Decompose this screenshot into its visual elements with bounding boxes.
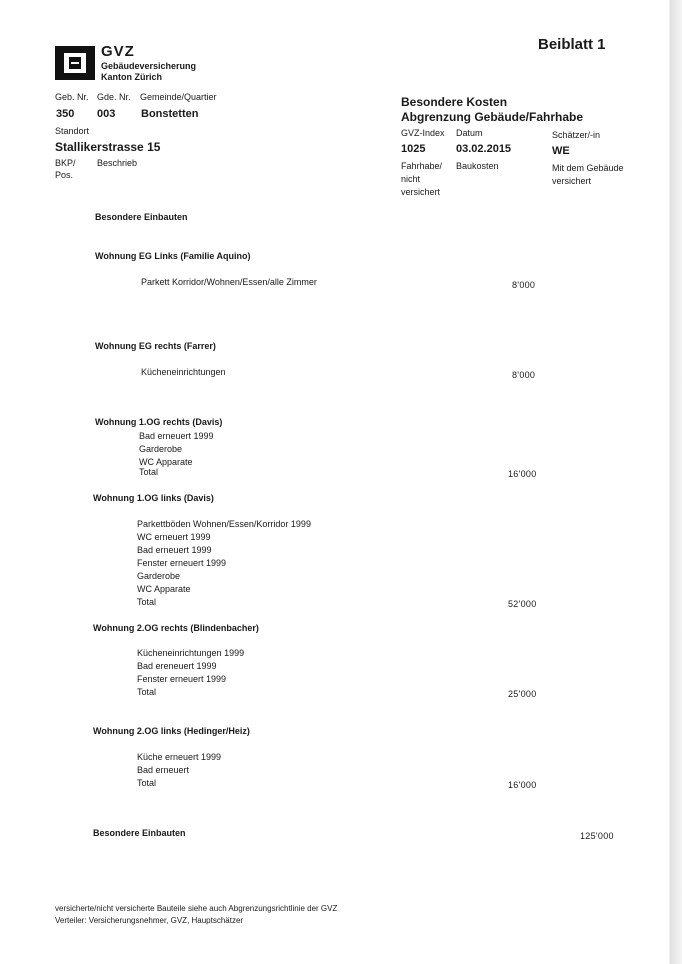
unit-item: Total <box>137 597 157 607</box>
scan-edge <box>666 0 682 964</box>
logo-line-1: Gebäudeversicherung <box>101 61 197 71</box>
sheet-label: Beiblatt 1 <box>538 36 606 53</box>
gde-nr-label: Gde. Nr. <box>97 92 131 102</box>
unit-amount: 8'000 <box>512 280 536 290</box>
col-versichert-2: versichert <box>552 176 592 186</box>
doc-title-1: Besondere Kosten <box>401 95 508 109</box>
estimator-label: Schätzer/-in <box>552 130 601 140</box>
gemeinde-label: Gemeinde/Quartier <box>140 92 217 102</box>
bkp-label-1: BKP/ <box>55 158 76 168</box>
gemeinde-value: Bonstetten <box>141 108 199 120</box>
unit-title: Wohnung EG rechts (Farrer) <box>95 341 216 351</box>
unit-item: WC erneuert 1999 <box>137 532 211 542</box>
col-fahrhabe-1: Fahrhabe/ <box>401 161 443 171</box>
section-title: Besondere Einbauten <box>95 212 188 222</box>
standort-label: Standort <box>55 126 90 136</box>
unit-item: Bad erneuert 1999 <box>139 431 214 441</box>
unit-item: Garderobe <box>139 444 183 454</box>
col-fahrhabe-3: versichert <box>401 187 441 197</box>
doc-title-2: Abgrenzung Gebäude/Fahrhabe <box>401 110 584 124</box>
unit-item: Kücheneinrichtungen <box>141 367 226 377</box>
unit-item: Bad ereneuert 1999 <box>137 661 217 671</box>
geb-nr-label: Geb. Nr. <box>55 92 89 102</box>
unit-amount: 8'000 <box>512 370 536 380</box>
col-baukosten: Baukosten <box>456 161 499 171</box>
unit-item: Kücheneinrichtungen 1999 <box>137 648 245 658</box>
unit-item: Parkett Korridor/Wohnen/Essen/alle Zimmer <box>141 277 317 287</box>
unit-amount: 16'000 <box>508 469 537 478</box>
col-versichert-1: Mit dem Gebäude <box>552 163 624 173</box>
unit-item: Fenster erneuert 1999 <box>137 674 227 684</box>
logo-line-2: Kanton Zürich <box>101 72 162 82</box>
unit-item: Küche erneuert 1999 <box>137 752 222 762</box>
unit-item: Bad erneuert <box>137 765 190 775</box>
unit-title: Wohnung EG Links (Familie Aquino) <box>95 251 251 261</box>
unit-item: WC Apparate <box>137 584 191 594</box>
summary-total: 125'000 <box>580 831 614 841</box>
summary-label: Besondere Einbauten <box>93 828 186 838</box>
unit-amount: 25'000 <box>508 689 537 699</box>
unit-item: Garderobe <box>137 571 181 581</box>
estimator-value: WE <box>552 145 570 157</box>
date-label: Datum <box>456 128 483 138</box>
beschrieb-label: Beschrieb <box>97 158 138 168</box>
gde-nr-value: 003 <box>97 108 116 120</box>
col-fahrhabe-2: nicht <box>401 174 421 184</box>
index-label: GVZ-Index <box>401 128 445 138</box>
unit-amount: 16'000 <box>508 780 537 790</box>
date-value: 03.02.2015 <box>456 143 512 155</box>
unit-item: Total <box>137 687 157 697</box>
logo-name: GVZ <box>101 43 135 60</box>
standort-value: Stallikerstrasse 15 <box>55 140 161 154</box>
bkp-label-2: Pos. <box>55 170 74 180</box>
index-value: 1025 <box>401 143 426 155</box>
unit-item: Total <box>139 467 159 476</box>
unit-item: Fenster erneuert 1999 <box>137 558 227 568</box>
unit-amount: 52'000 <box>508 599 537 609</box>
footer-line-1: versicherte/nicht versicherte Bauteile siehe auch Abgrenzungsrichtlinie der GVZ <box>55 904 338 913</box>
geb-nr-value: 350 <box>56 108 75 120</box>
unit-title: Wohnung 1.OG links (Davis) <box>93 493 214 503</box>
unit-title: Wohnung 2.OG links (Hedinger/Heiz) <box>93 726 250 736</box>
gvz-logo-icon <box>55 46 95 80</box>
footer-line-2: Verteiler: Versicherungsnehmer, GVZ, Hauptschätzer <box>55 916 244 925</box>
unit-title: Wohnung 2.OG rechts (Blindenbacher) <box>93 623 259 633</box>
unit-item: Parkettböden Wohnen/Essen/Korridor 1999 <box>137 519 311 529</box>
unit-item: Total <box>137 778 157 788</box>
unit-title: Wohnung 1.OG rechts (Davis) <box>95 417 223 427</box>
unit-item: Bad erneuert 1999 <box>137 545 212 555</box>
unit-item: WC Apparate <box>139 457 193 467</box>
